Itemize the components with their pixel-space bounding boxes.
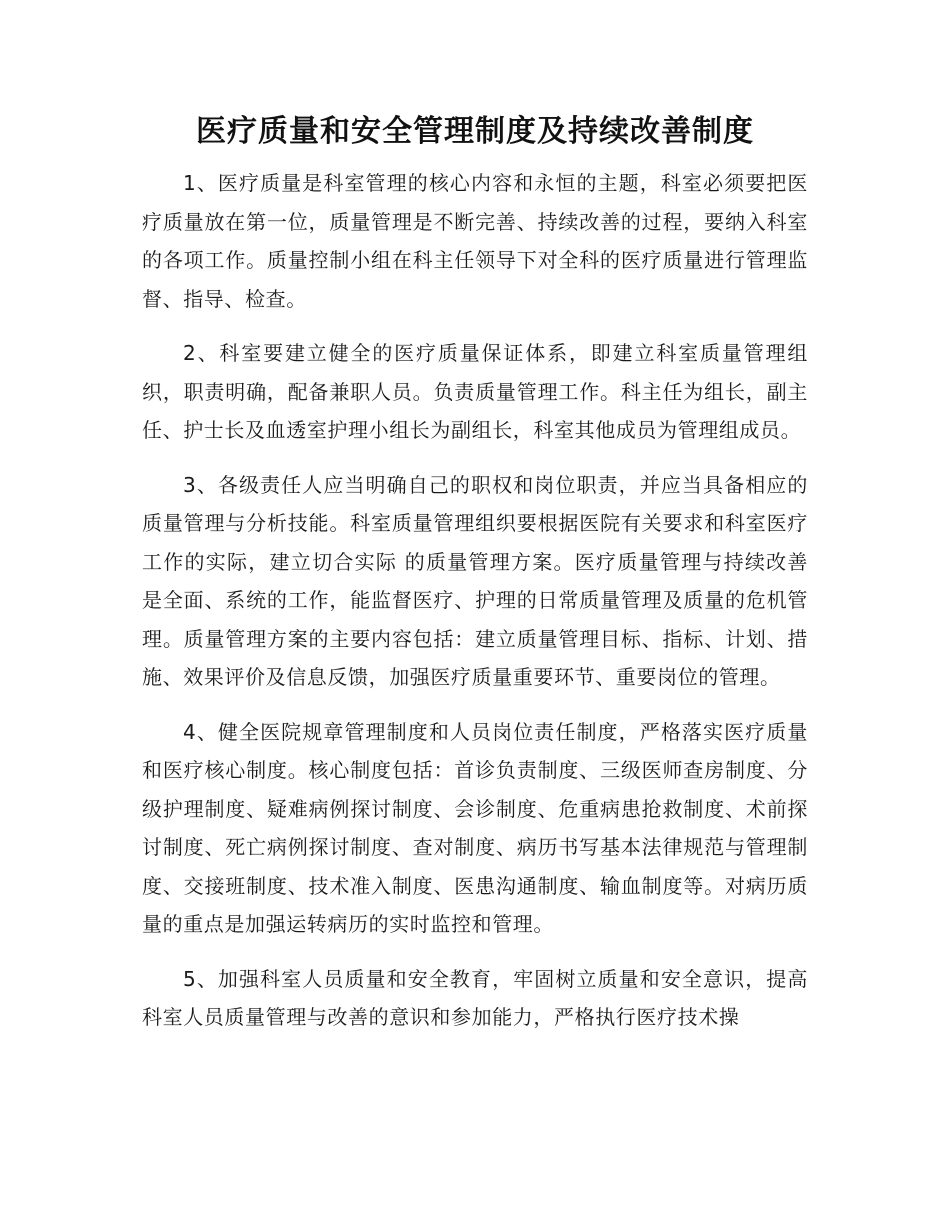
document-title: 医疗质量和安全管理制度及持续改善制度 — [196, 114, 754, 149]
document-body — [142, 164, 808, 1053]
paragraph-2: 2、科室要建立健全的医疗质量保证体系，即建立科室质量管理组织，职责明确，配备兼职人员。负责质量管理工作。科主任为组长，副主任、护士长及血透室护理小组长为副组长，科室其他成员为管理组成员。 — [142, 341, 808, 442]
paragraph-3: 3、各级责任人应当明确自己的职权和岗位职责，并应当具备相应的质量管理与分析技能。科室质量管理组织要根据医院有关要求和科室医疗工作的实际，建立切合实际 的质量管理方案。医疗质量管理与持续改善是全面、系统的工作，能监督医疗、护理的日常质量管理及质量的危机管理。质量管理方案的主要内容包括：建立质量管理目标、指标、计划、措施、效果评价及信息反馈，加强医疗质量重要环节、重要岗位的管理。 — [142, 472, 808, 689]
paragraph-5: 5、加强科室人员质量和安全教育，牢固树立质量和安全意识，提高科室人员质量管理与改善的意识和参加能力，严格执行医疗技术操 — [142, 966, 808, 1029]
paragraph-4: 4、健全医院规章管理制度和人员岗位责任制度，严格落实医疗质量和医疗核心制度。核心制度包括：首诊负责制度、三级医师查房制度、分级护理制度、疑难病例探讨制度、会诊制度、危重病患抢救制度、术前探讨制度、死亡病例探讨制度、查对制度、病历书写基本法律规范与管理制度、交接班制度、技术准入制度、医患沟通制度、输血制度等。对病历质量的重点是加强运转病历的实时监控和管理。 — [142, 719, 808, 936]
paragraph-1: 1、医疗质量是科室管理的核心内容和永恒的主题，科室必须要把医疗质量放在第一位，质量管理是不断完善、持续改善的过程，要纳入科室的各项工作。质量控制小组在科主任领导下对全科的医疗质量进行管理监督、指导、检查。 — [142, 171, 808, 311]
